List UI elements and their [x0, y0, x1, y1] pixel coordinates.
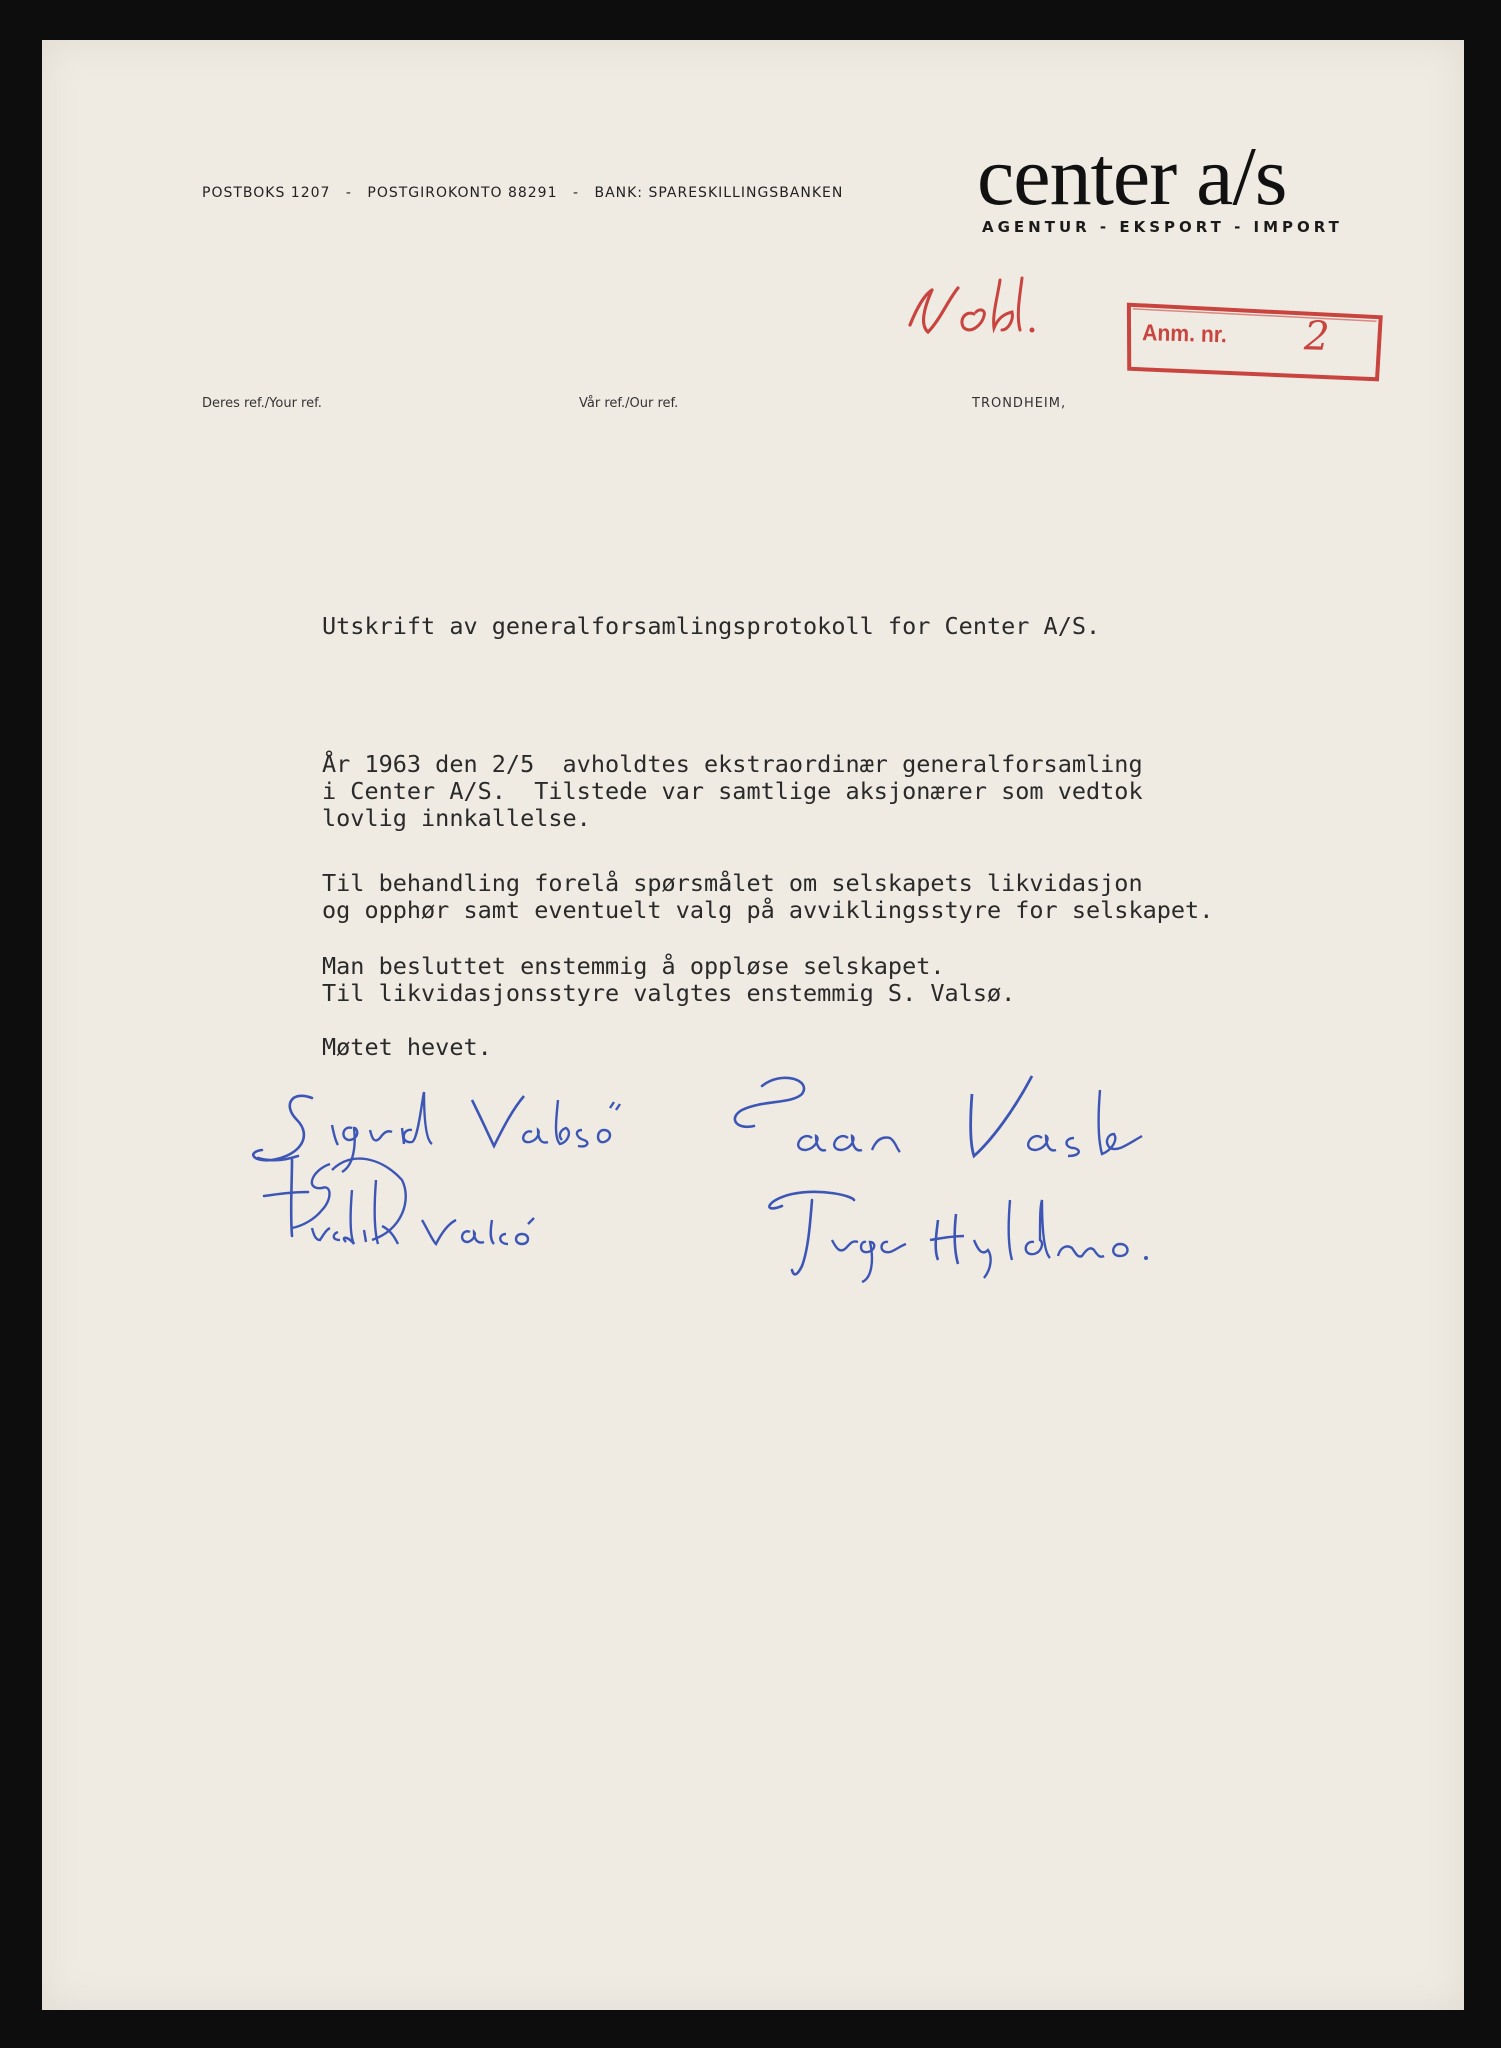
company-logo: center a/s: [977, 130, 1287, 223]
bank-text: BANK: SPARESKILLINGSBANKEN: [594, 185, 844, 201]
document-page: [42, 40, 1464, 2010]
your-ref-label: Deres ref./Your ref.: [202, 396, 322, 411]
separator: -: [572, 185, 580, 201]
city-label: TRONDHEIM,: [972, 396, 1067, 411]
signature-inge-hyldmo: [742, 1170, 1202, 1290]
text-line: lovlig innkallelse.: [322, 804, 591, 832]
text-line: i Center A/S. Tilstede var samtlige aksjonærer som vedtok: [322, 777, 1143, 805]
text-line: Man besluttet enstemmig å oppløse selskapet.: [322, 952, 945, 980]
text-line: År 1963 den 2/5 avholdtes ekstraordinær generalforsamling: [322, 750, 1143, 778]
paragraph-decision: [322, 953, 1015, 1007]
text-line: Til likvidasjonsstyre valgtes enstemmig S. Valsø.: [322, 979, 1016, 1007]
handwritten-red-annotation: [902, 270, 1082, 350]
stamp-number: 2: [1303, 313, 1331, 360]
postboks-text: POSTBOKS 1207: [202, 185, 331, 201]
paragraph-meeting: [322, 751, 1143, 832]
separator: -: [345, 185, 352, 201]
text-line: Til behandling forelå spørsmålet om selskapets likvidasjon: [322, 869, 1143, 897]
registration-stamp: [1123, 299, 1385, 384]
company-tagline: AGENTUR - EKSPORT - IMPORT: [982, 218, 1343, 236]
paragraph-closing: Møtet hevet.: [322, 1033, 492, 1061]
document-title: Utskrift av generalforsamlingsprotokoll for Center A/S.: [322, 612, 1101, 640]
stamp-label: Anm. nr.: [1141, 319, 1228, 348]
signature-fredrik-valso: [252, 1140, 572, 1280]
paragraph-agenda: [322, 870, 1213, 924]
our-ref-label: Vår ref./Our ref.: [579, 396, 679, 411]
signature-haan-valso: [702, 1060, 1222, 1180]
text-line: og opphør samt eventuelt valg på avviklingsstyre for selskapet.: [322, 896, 1214, 924]
letterhead-contact-line: [202, 185, 843, 201]
postgiro-text: POSTGIROKONTO 88291: [367, 185, 558, 201]
